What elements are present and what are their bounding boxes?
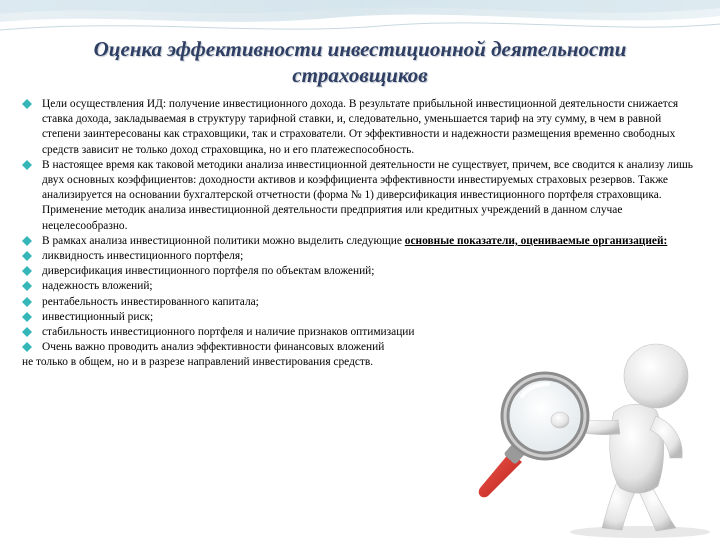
list-item-emphasis: основные показатели, оцениваемые организацией: bbox=[404, 234, 668, 247]
title-line-2: страховщиков bbox=[292, 63, 428, 87]
list-item-text: стабильность инвестиционного портфеля и наличие признаков оптимизации bbox=[42, 326, 415, 339]
list-item-text: ликвидность инвестиционного портфеля; bbox=[42, 250, 244, 263]
list-item bbox=[22, 325, 512, 340]
person-with-magnifying-glass-icon bbox=[470, 292, 720, 540]
list-item bbox=[22, 264, 702, 279]
list-item-text: надежность вложений; bbox=[42, 280, 153, 293]
closing-text: не только в общем, но и в разрезе направлений инвестирования средств. bbox=[22, 356, 374, 369]
list-item bbox=[22, 158, 702, 234]
list-item-text: Очень важно проводить анализ эффективности финансовых вложений bbox=[42, 341, 385, 354]
teal-diamond-bullet-icon bbox=[22, 160, 34, 171]
page-title bbox=[20, 36, 700, 88]
teal-diamond-bullet-icon bbox=[22, 327, 34, 338]
teal-diamond-bullet-icon bbox=[22, 236, 34, 247]
teal-diamond-bullet-icon bbox=[22, 281, 34, 292]
teal-diamond-bullet-icon bbox=[22, 266, 34, 277]
teal-diamond-bullet-icon bbox=[22, 342, 34, 353]
list-item-text: В рамках анализа инвестиционной политики можно выделить следующие bbox=[42, 234, 405, 247]
list-item-text: рентабельность инвестированного капитала; bbox=[42, 295, 259, 308]
teal-diamond-bullet-icon bbox=[22, 312, 34, 323]
teal-diamond-bullet-icon bbox=[22, 297, 34, 308]
list-item bbox=[22, 340, 512, 355]
list-item bbox=[22, 97, 702, 158]
list-item bbox=[22, 234, 702, 249]
teal-diamond-bullet-icon bbox=[22, 251, 34, 262]
title-line-1: Оценка эффективности инвестиционной деятельности bbox=[93, 37, 627, 61]
list-item bbox=[22, 249, 702, 264]
list-item-text: диверсификация инвестиционного портфеля по объектам вложений; bbox=[42, 265, 375, 278]
teal-diamond-bullet-icon bbox=[22, 99, 34, 110]
list-item-text: инвестиционный риск; bbox=[42, 310, 154, 323]
list-item-text: В настоящее время как таковой методики анализа инвестиционной деятельности не существует, причем, все сводится к анализу лишь двух основных коэффициентов: доходности активов и коэффициента эффективности инвестируемых страховых резервов. Также анализируется на основании бухгалтерской отчетности (форма № 1) диверсификация инвестиционного портфеля страховщика. Применение методик анализа инвестиционной деятельности предприятия или кредитных учреждений в данном случае нецелесообразно. bbox=[42, 158, 693, 232]
list-item-text: Цели осуществления ИД: получение инвестиционного дохода. В результате прибыльной инвестиционной деятельности снижается ставка дохода, закладываемая в структуру тарифной ставки, и, следовательно, уменьшается тариф на эту сумму, в чем в равной степени заинтересованы как страховщики, так и страхователи. От эффективности и надежности размещения временно свободных средств зависит не только доход страховщика, но и его платежеспособность. bbox=[42, 98, 679, 156]
